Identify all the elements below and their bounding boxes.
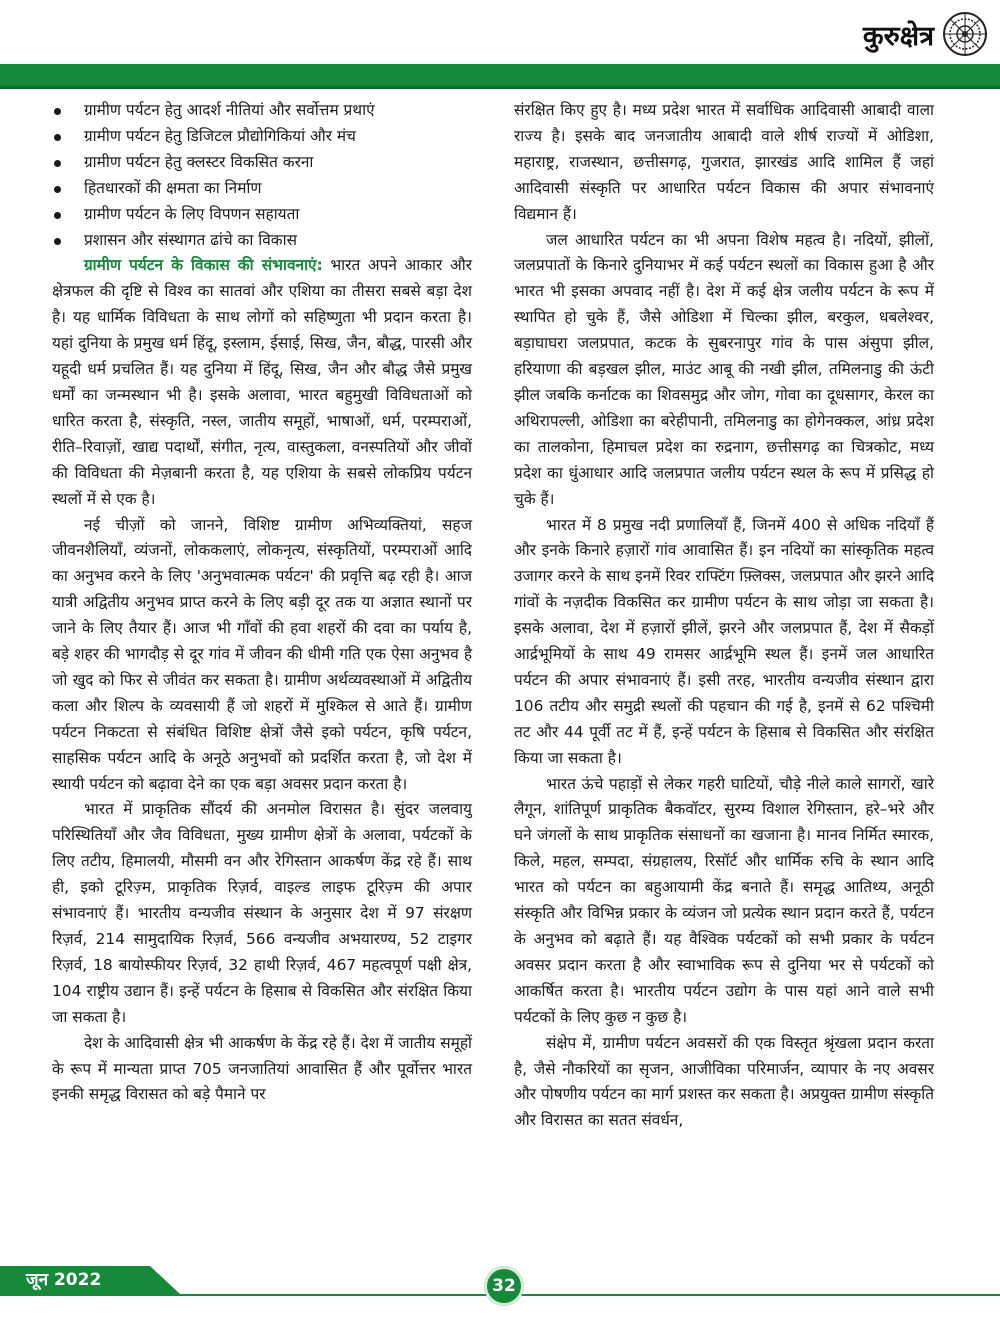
page-number: 32 — [484, 1266, 524, 1306]
body-paragraph: देश के आदिवासी क्षेत्र भी आकर्षण के केंद्र रहे हैं। देश में जातीय समूहों के रूप में मान्यता प्राप्त 705 जनजातियां आवासित हैं और पूर्वोत्तर भारत इनकी समृद्ध विरासत को बड़े पैमाने पर — [52, 1033, 472, 1104]
body-paragraph: भारत ऊंचे पहाड़ों से लेकर गहरी घाटियों, चौड़े नीले काले सागरों, खारे लैगून, शांतिपूर्ण प्राकृतिक बैकवॉटर, सुरम्य विशाल रेगिस्तान, हरे–भरे और घने जंगलों के साथ प्राकृतिक संसाधनों का खजाना है। मानव निर्मित स्मारक, किले, महल, सम्पदा, संग्रहालय, रिसॉर्ट और धार्मिक रुचि के स्थान आदि भारत को पर्यटन का बहुआयामी केंद्र बनाते हैं। समृद्ध आतिथ्य, अनूठी संस्कृति और विभिन्न प्रकार के व्यंजन जो प्रत्येक स्थान प्रदान करते हैं, पर्यटन के अनुभव को बढ़ाते हैं। यह वैश्विक पर्यटकों को सभी प्रकार के पर्यटन अवसर प्रदान करता है और स्वाभाविक रूप से दुनिया भर से पर्यटकों को आकर्षित करता है। भारतीय पर्यटन उद्योग के पास यहां आने वाले सभी पर्यटकों के लिए कुछ न कुछ है। — [514, 774, 934, 1026]
right-column — [514, 98, 934, 1134]
body-paragraph: भारत में प्राकृतिक सौंदर्य की अनमोल विरासत है। सुंदर जलवायु परिस्थितियाँ और जैव विविधता, मुख्य ग्रामीण क्षेत्रों के अलावा, पर्यटकों के लिए तटीय, हिमालयी, मौसमी वन और रेगिस्तान आकर्षण केंद्र रहे हैं। साथ ही, इको टूरिज़्म, प्राकृतिक रिज़र्व, वाइल्ड लाइफ टूरिज़्म की अपार संभावनाएं हैं। भारतीय वन्यजीव संस्थान के अनुसार देश में 97 संरक्षण रिज़र्व, 214 सामुदायिक रिज़र्व, 566 वन्यजीव अभयारण्य, 52 टाइगर रिज़र्व, 18 बायोस्फीयर रिज़र्व, 32 हाथी रिज़र्व, 467 महत्वपूर्ण पक्षी क्षेत्र, 104 राष्ट्रीय उद्यान हैं। इन्हें पर्यटन के हिसाब से विकसित और संरक्षित किया जा सकता है। — [52, 800, 472, 1026]
list-item: हितधारकों की क्षमता का निर्माण — [52, 176, 472, 202]
issue-date: जून 2022 — [26, 1270, 102, 1290]
list-item: ग्रामीण पर्यटन हेतु आदर्श नीतियां और सर्वोत्तम प्रथाएं — [52, 98, 472, 124]
bullet-list — [52, 98, 472, 253]
list-item: ग्रामीण पर्यटन के लिए विपणन सहायता — [52, 202, 472, 228]
section-heading: ग्रामीण पर्यटन के विकास की संभावनाएं: — [84, 256, 323, 275]
list-item: प्रशासन और संस्थागत ढांचे का विकास — [52, 228, 472, 254]
body-paragraph: जल आधारित पर्यटन का भी अपना विशेष महत्व है। नदियों, झीलों, जलप्रपातों के किनारे दुनियाभर में कई पर्यटन स्थलों का विकास हुआ है और भारत भी इसका अपवाद नहीं है। देश में कई क्षेत्र जलीय पर्यटन के रूप में स्थापित हो चुके हैं, जैसे ओडिशा में चिल्का झील, बरकुल, धबलेश्वर, बड़ाघाघरा जलप्रपात, कटक के सुबरनापुर गांव के पास अंसुपा झील, हरियाणा की बड़खल झील, माउंट आबू की नखी झील, तमिलनाडु की ऊंटी झील जबकि कर्नाटक का शिवसमुद्र और जोग, गोवा का दूधसागर, केरल का अथिरापल्ली, ओडिशा का बरेहीपानी, तमिलनाडु का होगेनक्कल, आंध्र प्रदेश का तालकोना, हिमाचल प्रदेश का रुद्रनाग, छत्तीसगढ़ का चित्रकोट, मध्य प्रदेश का धुंआधार आदि जलप्रपात जलीय पर्यटन स्थल के रूप में प्रसिद्ध हो चुके हैं। — [514, 230, 934, 508]
body-paragraph: संक्षेप में, ग्रामीण पर्यटन अवसरों की एक विस्तृत श्रृंखला प्रदान करता है, जैसे नौकरियों का सृजन, आजीविका परिमार्जन, व्यापार के नए अवसर और पोषणीय पर्यटन का मार्ग प्रशस्त कर सकता है। अप्रयुक्त ग्रामीण संस्कृति और विरासत का सतत संवर्धन, — [514, 1033, 934, 1130]
left-column — [52, 98, 472, 1108]
list-item: ग्रामीण पर्यटन हेतु क्लस्टर विकसित करना — [52, 150, 472, 176]
magazine-title: कुरुक्षेत्र — [862, 20, 934, 52]
header-accent-shadow — [0, 86, 1000, 89]
list-item: ग्रामीण पर्यटन हेतु डिजिटल प्रौद्योगिकियां और मंच — [52, 124, 472, 150]
header-accent-bar — [0, 64, 1000, 86]
body-paragraph: नई चीज़ों को जानने, विशिष्ट ग्रामीण अभिव्यक्तियां, सहज जीवनशैलियाँ, व्यंजनों, लोककलाएं, लोकनृत्य, संस्कृतियों, परम्पराओं आदि का अनुभव करने के लिए 'अनुभवात्मक पर्यटन' की प्रवृत्ति बढ़ रही है। आज यात्री अद्वितीय अनुभव प्राप्त करने के लिए बड़ी दूर तक या अज्ञात स्थानों पर जाने के लिए तैयार हैं। आज भी गाँवों की हवा शहरों की दवा का पर्याय है, बड़े शहर की भागदौड़ से दूर गांव में जीवन की धीमी गति एक ऐसा अनुभव है जो खुद को फिर से जीवंत कर सकता है। ग्रामीण अर्थव्यवस्थाओं में अद्वितीय कला और शिल्प के व्यवसायी हैं जो शहरों में मुश्किल से आते हैं। ग्रामीण पर्यटन निकटता से संबंधित विशिष्ट क्षेत्रों जैसे इको पर्यटन, कृषि पर्यटन, साहसिक पर्यटन आदि के अनूठे अनुभवों को प्रदर्शित करता है, जो देश में स्थायी पर्यटन को बढ़ावा देने का एक बड़ा अवसर प्रदान करता है। — [52, 515, 472, 793]
masthead — [863, 8, 988, 60]
continuation-paragraph: संरक्षित किए हुए है। मध्य प्रदेश भारत में सर्वाधिक आदिवासी आबादी वाला राज्य है। इसके बाद जनजातीय आबादी वाले शीर्ष राज्यों में ओडिशा, महाराष्ट्र, राजस्थान, छत्तीसगढ़, गुजरात, झारखंड आदि शामिल हैं जहां आदिवासी संस्कृति पर आधारित पर्यटन विकास की अपार संभावनाएं विद्यमान हैं। — [514, 101, 934, 223]
body-paragraph: भारत में 8 प्रमुख नदी प्रणालियाँ हैं, जिनमें 400 से अधिक नदियाँ हैं और इनके किनारे हज़ारों गांव आवासित हैं। इन नदियों का सांस्कृतिक महत्व उजागर करने के साथ इनमें रिवर राफ्टिंग फ़्लिक्स, जलप्रपात और झरने आदि गांवों के नज़दीक विकसित कर ग्रामीण पर्यटन के साथ जोड़ा जा सकता है। इसके अलावा, देश में हज़ारों झीलें, झरने और जलप्रपात हैं, देश में सैकड़ों आर्द्रभूमियों के साथ 49 रामसर आर्द्रभूमि स्थल हैं। इनमें जल आधारित पर्यटन की अपार संभावनाएं हैं। इसी तरह, भारतीय वन्यजीव संस्थान द्वारा 106 तटीय और समुद्री स्थलों की पहचान की गई है, इनमें से 62 पश्चिमी तट और 44 पूर्वी तट में हैं, इन्हें पर्यटन के हिसाब से विकसित और संरक्षित किया जा सकता है। — [514, 515, 934, 767]
section-intro-text: भारत अपने आकार और क्षेत्रफल की दृष्टि से विश्व का सातवां और एशिया का तीसरा सबसे बड़ा देश है। यह धार्मिक विविधता के साथ लोगों को सहिष्णुता भी प्रदान करता है। यहां दुनिया के प्रमुख धर्म हिंदू, इस्लाम, ईसाई, सिख, जैन, बौद्ध, पारसी और यहूदी धर्म प्रचलित हैं। यह दुनिया में हिंदू, सिख, जैन और बौद्ध जैसे प्रमुख धर्मों का जन्मस्थान भी है। इसके अलावा, भारत बहुमुखी विविधताओं को धारित करता है, संस्कृति, नस्ल, जातीय समूहों, भाषाओं, धर्म, परम्पराओं, रीति–रिवाज़ों, खाद्य पदार्थों, संगीत, नृत्य, वास्तुकला, वनस्पतियों और जीवों की विविधता की मेज़बानी करता है, यह एशिया के सबसे लोकप्रिय पर्यटन स्थलों में से एक है। — [52, 256, 472, 508]
section-paragraph — [52, 253, 472, 512]
chakra-emblem-icon — [942, 11, 988, 57]
